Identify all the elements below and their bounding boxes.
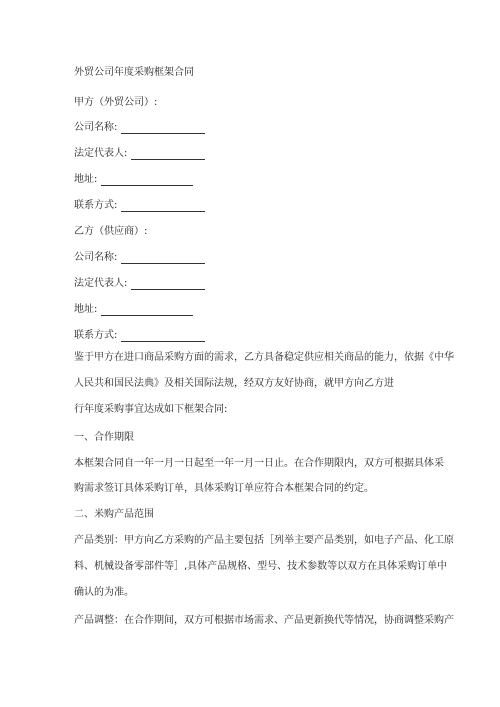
party-a-company-field[interactable]: [121, 123, 205, 134]
intro-line-2: 人民共和国民法典》及相关国际法规，经双方友好协商，就甲方向乙方进: [74, 378, 394, 389]
party-b-address-field[interactable]: [101, 305, 193, 316]
party-b-contact-row: [74, 329, 205, 342]
party-b-contact-label: 联系方式:: [74, 330, 118, 341]
party-a-address-row: [74, 173, 193, 186]
section-2-adjust: 产品调整：在合作期间，双方可根据市场需求、产品更新换代等情况，协商调整采购产: [74, 615, 454, 626]
party-b-heading: 乙方（供应商）:: [74, 226, 148, 237]
party-a-contact-field[interactable]: [121, 201, 205, 212]
party-a-contact-label: 联系方式:: [74, 200, 118, 211]
party-b-rep-label: 法定代表人:: [74, 278, 128, 289]
section-1-line-2: 购需求签订具体采购订单，具体采购订单应符合本框架合同的约定。: [74, 483, 374, 494]
section-2-line-3: 确认的为准。: [74, 587, 134, 598]
party-b-address-row: [74, 303, 193, 316]
party-b-address-label: 地址:: [74, 304, 98, 315]
party-a-address-field[interactable]: [101, 175, 193, 186]
party-a-rep-field[interactable]: [131, 149, 205, 160]
party-b-company-field[interactable]: [121, 253, 205, 264]
party-a-rep-label: 法定代表人:: [74, 148, 128, 159]
section-2-heading: 二、米购产品范围: [74, 509, 154, 520]
section-2-line-2: 料、机械设备零部件等］,具体产品规格、型号、技术参数等以双方在具体采购订单中: [74, 561, 448, 572]
party-a-heading: 甲方（外贸公司）:: [74, 97, 158, 108]
party-b-rep-field[interactable]: [131, 279, 205, 290]
party-a-company-row: [74, 121, 205, 134]
party-a-contact-row: [74, 199, 205, 212]
party-b-rep-row: [74, 277, 205, 290]
party-b-company-label: 公司名称:: [74, 252, 118, 263]
party-b-contact-field[interactable]: [121, 331, 205, 342]
section-1-heading: 一、合作期限: [74, 432, 134, 443]
intro-line-3: 行年度采购事宜达成如下框架合同:: [74, 404, 228, 415]
party-a-address-label: 地址:: [74, 174, 98, 185]
document-title: 外贸公司年度采购框架合同: [74, 67, 194, 78]
party-a-company-label: 公司名称:: [74, 122, 118, 133]
intro-line-1: 鉴于甲方在进口商品采购方面的需求，乙方具备稳定供应相关商品的能力，依据《中华: [74, 352, 454, 363]
party-b-company-row: [74, 251, 205, 264]
section-2-line-1: 产品类别：甲方向乙方采购的产品主要包括［列举主要产品类别，如电子产品、化工原: [74, 535, 454, 546]
section-1-line-1: 本框架合同自一年一月一日起至一年一月一日止。在合作期限内，双方可根据具体采: [74, 458, 444, 469]
party-a-rep-row: [74, 147, 205, 160]
